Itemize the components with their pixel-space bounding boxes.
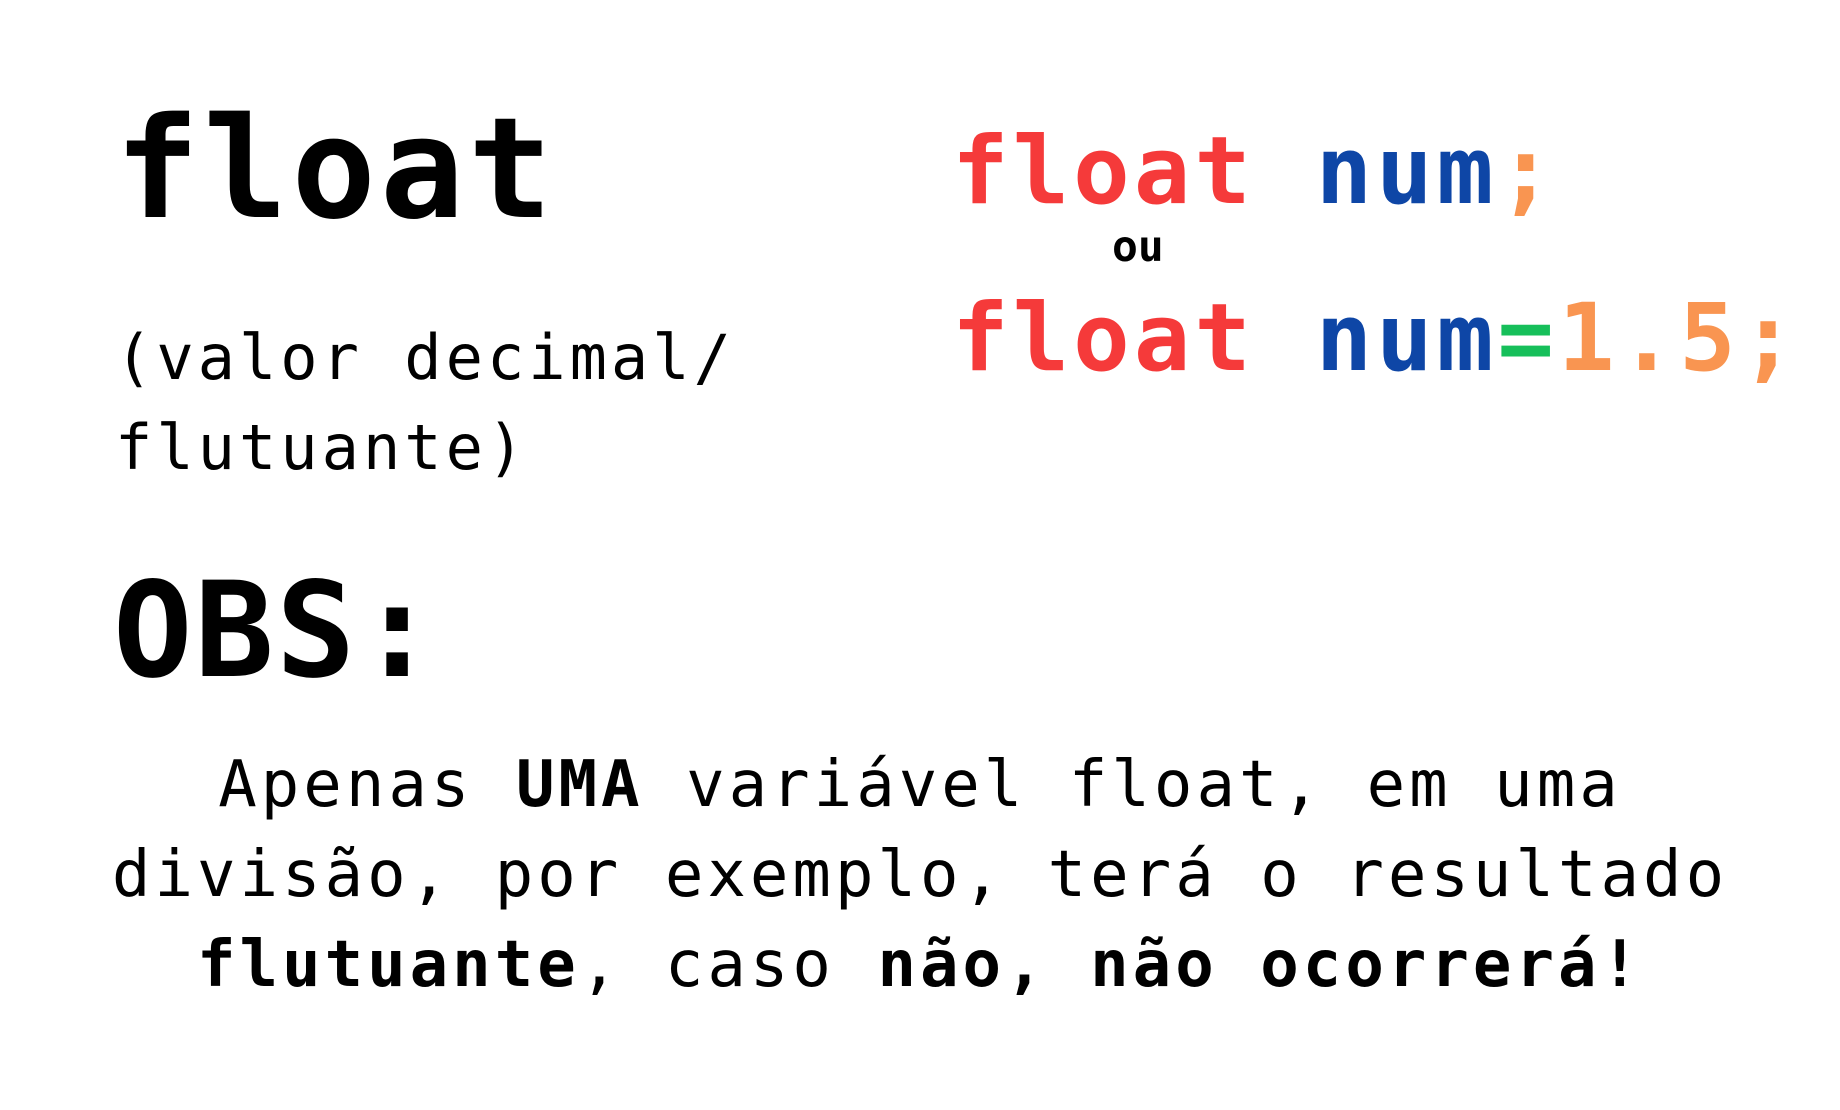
note-text: divisão, por exemplo, terá o resultado xyxy=(111,838,1729,912)
obs-note xyxy=(80,740,1760,1010)
code-initialization xyxy=(952,284,1801,393)
code-semicolon: ; xyxy=(1497,117,1558,226)
type-title: float xyxy=(115,88,557,251)
code-identifier: num xyxy=(1315,284,1498,393)
note-emphasis: UMA xyxy=(515,748,644,822)
code-identifier: num xyxy=(1315,117,1498,226)
type-description xyxy=(115,313,735,493)
code-operator: = xyxy=(1497,284,1558,393)
code-keyword: float xyxy=(952,284,1255,393)
code-value: 1.5 xyxy=(1557,284,1740,393)
note-text: , caso xyxy=(579,928,878,1002)
note-text: Apenas xyxy=(218,748,516,822)
note-text: variável float, em uma xyxy=(643,748,1622,822)
obs-heading: OBS: xyxy=(113,554,439,708)
description-line-1: (valor decimal/ xyxy=(115,321,735,394)
note-emphasis: não, não ocorrerá! xyxy=(877,928,1644,1002)
note-emphasis: flutuante xyxy=(196,928,580,1002)
code-keyword: float xyxy=(952,117,1255,226)
code-connector: ou xyxy=(1112,222,1164,272)
description-line-2: flutuante) xyxy=(115,411,529,484)
code-declaration xyxy=(952,117,1558,226)
code-semicolon: ; xyxy=(1739,284,1801,393)
